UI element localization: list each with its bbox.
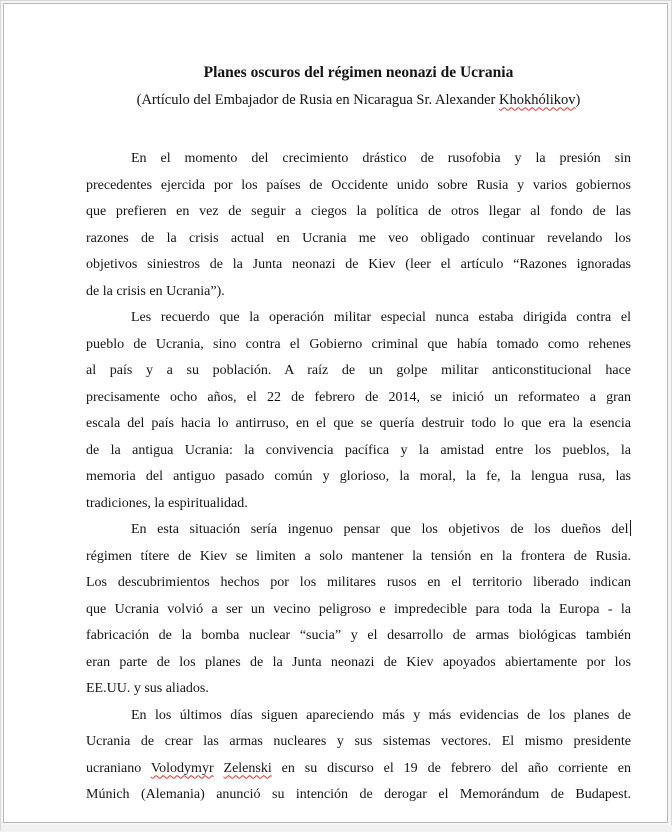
paragraph <box>86 703 631 809</box>
text-line[interactable]: régimen títere de Kiev se limiten a solo mantener la tensión en la frontera de Rusia. <box>86 544 631 571</box>
text-line[interactable]: memoria del antiguo pasado común y glorioso, la moral, la fe, la lengua rusa, las <box>86 464 631 491</box>
text-line[interactable]: En el momento del crecimiento drástico de rusofobia y la presión sin <box>86 146 631 173</box>
text-line[interactable]: Les recuerdo que la operación militar especial nunca estaba dirigida contra el <box>86 305 631 332</box>
document-content <box>4 4 667 809</box>
misspelled-word[interactable]: Zelenski <box>224 761 272 776</box>
document-page[interactable] <box>3 3 668 823</box>
document-subtitle[interactable] <box>86 87 631 114</box>
text-line[interactable]: Múnich (Alemania) anunció su intención de derogar el Memorándum de Budapest. <box>86 782 631 809</box>
paragraph <box>86 146 631 305</box>
text-line[interactable]: eran parte de los planes de la Junta neonazi de Kiev apoyados abiertamente por los <box>86 650 631 677</box>
text-line[interactable]: al país y a su población. A raíz de un golpe militar anticonstitucional hace <box>86 358 631 385</box>
paragraph <box>86 517 631 703</box>
text-line[interactable]: que prefieren en vez de seguir a ciegos la política de otros llegar al fondo de las <box>86 199 631 226</box>
text-line[interactable]: EE.UU. y sus aliados. <box>86 676 631 703</box>
line-text: en su discurso el 19 de febrero del año corriente en <box>282 761 631 776</box>
line-text: En esta situación sería ingenuo pensar que los objetivos de los dueños del <box>131 522 629 537</box>
text-line[interactable]: objetivos siniestros de la Junta neonazi de Kiev (leer el artículo “Razones ignoradas <box>86 252 631 279</box>
text-line[interactable]: precedentes ejercida por los países de Occidente unido sobre Rusia y varios gobiernos <box>86 173 631 200</box>
text-line-with-cursor[interactable] <box>86 517 631 544</box>
text-line[interactable]: de la crisis en Ucrania”). <box>86 279 631 306</box>
line-text: ucraniano <box>86 761 141 776</box>
subtitle-text: (Artículo del Embajador de Rusia en Nicaragua Sr. Alexander <box>137 92 496 108</box>
text-line[interactable]: pueblo de Ucrania, sino contra el Gobierno criminal que había tomado como rehenes <box>86 332 631 359</box>
title-body-gap <box>86 113 631 146</box>
text-line[interactable]: En los últimos días siguen apareciendo más y más evidencias de los planes de <box>86 703 631 730</box>
text-line[interactable]: Los descubrimientos hechos por los militares rusos en el territorio liberado indican <box>86 570 631 597</box>
subtitle-text: ) <box>576 92 581 108</box>
paragraph <box>86 305 631 517</box>
text-line[interactable]: tradiciones, la espiritualidad. <box>86 491 631 518</box>
text-line[interactable]: escala del país hacia lo antirruso, en el que se quería destruir todo lo que era la esencia <box>86 411 631 438</box>
misspelled-word[interactable]: Khokhólikov <box>499 92 576 108</box>
text-line[interactable]: fabricación de la bomba nuclear “sucia” y el desarrollo de armas biológicas también <box>86 623 631 650</box>
text-cursor <box>630 520 632 536</box>
text-line[interactable]: que Ucrania volvió a ser un vecino peligroso e impredecible para toda la Europa - la <box>86 597 631 624</box>
text-line[interactable]: precisamente ocho años, el 22 de febrero de 2014, se inició un reformateo a gran <box>86 385 631 412</box>
misspelled-word[interactable]: Volodymyr <box>151 761 214 776</box>
text-line[interactable]: Ucrania de crear las armas nucleares y sus sistemas vectores. El mismo presidente <box>86 729 631 756</box>
text-line-with-misspellings[interactable] <box>86 756 631 783</box>
text-line[interactable]: de la antigua Ucrania: la convivencia pacífica y la amistad entre los pueblos, la <box>86 438 631 465</box>
text-line[interactable]: razones de la crisis actual en Ucrania me veo obligado continuar revelando los <box>86 226 631 253</box>
document-title[interactable]: Planes oscuros del régimen neonazi de Ucrania <box>86 60 631 87</box>
